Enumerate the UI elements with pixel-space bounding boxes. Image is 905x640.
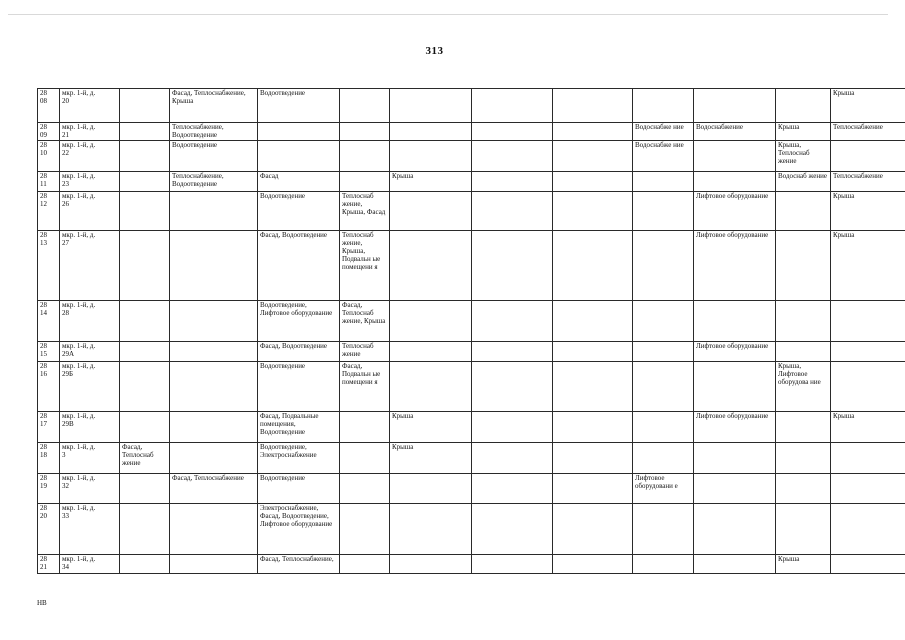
work-type-cell <box>694 504 776 555</box>
work-type-cell <box>120 412 170 443</box>
address-cell: мкр. 1-й, д. 20 <box>60 89 120 123</box>
work-type-cell <box>694 301 776 342</box>
work-type-cell <box>776 443 831 474</box>
work-type-cell <box>170 504 258 555</box>
address-cell: мкр. 1-й, д. 23 <box>60 172 120 192</box>
work-type-cell <box>633 89 694 123</box>
work-type-cell <box>776 231 831 301</box>
work-type-cell <box>831 474 905 504</box>
work-type-cell <box>120 555 170 574</box>
row-number-cell: 28 15 <box>38 342 60 362</box>
work-type-cell <box>472 192 553 231</box>
work-type-cell <box>553 301 633 342</box>
work-type-cell <box>694 141 776 172</box>
work-type-cell <box>390 555 472 574</box>
work-type-cell <box>472 362 553 412</box>
work-type-cell <box>390 231 472 301</box>
work-type-cell: Крыша <box>831 231 905 301</box>
work-type-cell <box>776 412 831 443</box>
work-type-cell <box>472 141 553 172</box>
housing-repair-table <box>37 88 905 574</box>
work-type-cell <box>553 342 633 362</box>
work-type-cell <box>120 362 170 412</box>
work-type-cell <box>340 141 390 172</box>
table-row <box>38 412 905 443</box>
work-type-cell: Фасад, Подвальные помещения, Водоотведение <box>258 412 340 443</box>
work-type-cell: Фасад, Водоотведение <box>258 231 340 301</box>
work-type-cell <box>390 342 472 362</box>
work-type-cell: Теплоснаб жение, Крыша, Фасад <box>340 192 390 231</box>
work-type-cell: Фасад, Теплоснабжение, Крыша <box>170 89 258 123</box>
work-type-cell <box>390 123 472 141</box>
table-row <box>38 504 905 555</box>
work-type-cell <box>553 362 633 412</box>
work-type-cell: Теплоснаб жение, Крыша, Подвальн ые помещени я <box>340 231 390 301</box>
work-type-cell <box>170 412 258 443</box>
work-type-cell <box>633 301 694 342</box>
table-row <box>38 342 905 362</box>
work-type-cell: Теплоснабжение <box>831 123 905 141</box>
work-type-cell <box>390 504 472 555</box>
work-type-cell: Фасад, Теплоснаб жение <box>120 443 170 474</box>
work-type-cell <box>170 362 258 412</box>
work-type-cell <box>776 192 831 231</box>
work-type-cell <box>831 141 905 172</box>
work-type-cell <box>831 504 905 555</box>
work-type-cell <box>472 504 553 555</box>
table-row <box>38 192 905 231</box>
work-type-cell <box>694 172 776 192</box>
work-type-cell: Водоотведение <box>258 89 340 123</box>
work-type-cell <box>340 412 390 443</box>
work-type-cell <box>633 192 694 231</box>
row-number-cell: 28 18 <box>38 443 60 474</box>
table-row <box>38 231 905 301</box>
work-type-cell <box>694 443 776 474</box>
work-type-cell: Электроснабжение, Фасад, Водоотведение, Лифтовое оборудование <box>258 504 340 555</box>
work-type-cell <box>170 192 258 231</box>
work-type-cell: Крыша <box>390 412 472 443</box>
address-cell: мкр. 1-й, д. 27 <box>60 231 120 301</box>
work-type-cell: Теплоснабжение <box>831 172 905 192</box>
row-number-cell: 28 21 <box>38 555 60 574</box>
work-type-cell <box>633 412 694 443</box>
scan-edge-noise <box>8 14 888 15</box>
work-type-cell: Водоснабже ние <box>633 123 694 141</box>
work-type-cell <box>694 89 776 123</box>
work-type-cell <box>553 231 633 301</box>
work-type-cell: Теплоснабжение, Водоотведение <box>170 172 258 192</box>
work-type-cell <box>340 172 390 192</box>
work-type-cell <box>694 555 776 574</box>
table-row <box>38 301 905 342</box>
work-type-cell <box>831 443 905 474</box>
work-type-cell <box>390 474 472 504</box>
work-type-cell <box>340 555 390 574</box>
work-type-cell: Крыша <box>776 555 831 574</box>
work-type-cell: Лифтовое оборудование <box>694 412 776 443</box>
work-type-cell: Водоотведение, Лифтовое оборудование <box>258 301 340 342</box>
work-type-cell: Теплоснабжение, Водоотведение <box>170 123 258 141</box>
work-type-cell <box>170 342 258 362</box>
work-type-cell: Крыша, Лифтовое оборудова ние <box>776 362 831 412</box>
work-type-cell <box>120 231 170 301</box>
table-row <box>38 89 905 123</box>
work-type-cell <box>553 443 633 474</box>
work-type-cell <box>258 141 340 172</box>
table-row <box>38 141 905 172</box>
row-number-cell: 28 14 <box>38 301 60 342</box>
work-type-cell: Крыша <box>831 89 905 123</box>
work-type-cell <box>472 231 553 301</box>
work-type-cell <box>472 474 553 504</box>
work-type-cell <box>120 123 170 141</box>
work-type-cell: Водоотведение, Электроснабжение <box>258 443 340 474</box>
work-type-cell <box>340 504 390 555</box>
work-type-cell: Крыша, Теплоснаб жение <box>776 141 831 172</box>
work-type-cell <box>390 141 472 172</box>
work-type-cell <box>633 231 694 301</box>
work-type-cell <box>340 443 390 474</box>
work-type-cell: Водоотведение <box>258 474 340 504</box>
work-type-cell <box>390 362 472 412</box>
table-row <box>38 362 905 412</box>
work-type-cell: Теплоснаб жение <box>340 342 390 362</box>
work-type-cell <box>831 301 905 342</box>
row-number-cell: 28 19 <box>38 474 60 504</box>
work-type-cell <box>553 504 633 555</box>
work-type-cell: Крыша <box>776 123 831 141</box>
work-type-cell: Фасад, Теплоснабжение, <box>258 555 340 574</box>
work-type-cell <box>776 301 831 342</box>
work-type-cell <box>170 231 258 301</box>
work-type-cell <box>120 172 170 192</box>
work-type-cell <box>340 89 390 123</box>
work-type-cell <box>553 192 633 231</box>
work-type-cell <box>633 443 694 474</box>
work-type-cell <box>633 342 694 362</box>
address-cell: мкр. 1-й, д. 29А <box>60 342 120 362</box>
address-cell: мкр. 1-й, д. 3 <box>60 443 120 474</box>
work-type-cell: Крыша <box>390 172 472 192</box>
work-type-cell <box>170 301 258 342</box>
work-type-cell: Водоснабжение <box>694 123 776 141</box>
work-type-cell <box>831 342 905 362</box>
work-type-cell: Фасад <box>258 172 340 192</box>
work-type-cell: Водоснабже ние <box>633 141 694 172</box>
work-type-cell <box>258 123 340 141</box>
address-cell: мкр. 1-й, д. 28 <box>60 301 120 342</box>
work-type-cell <box>472 342 553 362</box>
work-type-cell: Фасад, Теплоснабжение <box>170 474 258 504</box>
footer-mark: НВ <box>37 599 47 607</box>
work-type-cell <box>120 474 170 504</box>
work-type-cell <box>340 123 390 141</box>
work-type-cell <box>553 89 633 123</box>
work-type-cell <box>776 504 831 555</box>
work-type-cell <box>390 89 472 123</box>
work-type-cell <box>390 192 472 231</box>
work-type-cell <box>776 89 831 123</box>
work-type-cell <box>553 412 633 443</box>
row-number-cell: 28 09 <box>38 123 60 141</box>
table-row <box>38 443 905 474</box>
row-number-cell: 28 16 <box>38 362 60 412</box>
work-type-cell <box>170 443 258 474</box>
work-type-cell: Водоотведение <box>170 141 258 172</box>
address-cell: мкр. 1-й, д. 33 <box>60 504 120 555</box>
work-type-cell <box>472 301 553 342</box>
work-type-cell <box>776 474 831 504</box>
address-cell: мкр. 1-й, д. 21 <box>60 123 120 141</box>
work-type-cell <box>776 342 831 362</box>
row-number-cell: 28 12 <box>38 192 60 231</box>
work-type-cell: Водоотведение <box>258 192 340 231</box>
work-type-cell: Фасад, Подвальн ые помещени я <box>340 362 390 412</box>
work-type-cell <box>553 555 633 574</box>
work-type-cell <box>694 474 776 504</box>
work-type-cell: Лифтовое оборудовани е <box>633 474 694 504</box>
work-type-cell <box>170 555 258 574</box>
work-type-cell <box>831 555 905 574</box>
work-type-cell: Фасад, Теплоснаб жение, Крыша <box>340 301 390 342</box>
address-cell: мкр. 1-й, д. 29Б <box>60 362 120 412</box>
row-number-cell: 28 10 <box>38 141 60 172</box>
work-type-cell <box>120 342 170 362</box>
table-row <box>38 172 905 192</box>
work-type-cell <box>472 123 553 141</box>
row-number-cell: 28 17 <box>38 412 60 443</box>
address-cell: мкр. 1-й, д. 34 <box>60 555 120 574</box>
table-row <box>38 123 905 141</box>
work-type-cell: Крыша <box>831 192 905 231</box>
work-type-cell <box>831 362 905 412</box>
work-type-cell <box>390 301 472 342</box>
table-row <box>38 555 905 574</box>
work-type-cell <box>633 504 694 555</box>
address-cell: мкр. 1-й, д. 26 <box>60 192 120 231</box>
work-type-cell <box>633 172 694 192</box>
work-type-cell <box>553 141 633 172</box>
table-row <box>38 474 905 504</box>
work-type-cell: Фасад, Водоотведение <box>258 342 340 362</box>
row-number-cell: 28 11 <box>38 172 60 192</box>
work-type-cell <box>633 555 694 574</box>
work-type-cell: Лифтовое оборудование <box>694 342 776 362</box>
work-type-cell <box>120 192 170 231</box>
row-number-cell: 28 13 <box>38 231 60 301</box>
row-number-cell: 28 20 <box>38 504 60 555</box>
work-type-cell <box>120 504 170 555</box>
work-type-cell <box>553 474 633 504</box>
work-type-cell: Крыша <box>390 443 472 474</box>
work-type-cell <box>694 362 776 412</box>
work-type-cell <box>553 123 633 141</box>
work-type-cell: Лифтовое оборудование <box>694 231 776 301</box>
work-type-cell <box>120 301 170 342</box>
work-type-cell <box>553 172 633 192</box>
work-type-cell <box>120 89 170 123</box>
row-number-cell: 28 08 <box>38 89 60 123</box>
work-type-cell: Водоснаб жение <box>776 172 831 192</box>
work-type-cell <box>472 172 553 192</box>
work-type-cell <box>472 555 553 574</box>
work-type-cell <box>472 443 553 474</box>
work-type-cell: Водоотведение <box>258 362 340 412</box>
work-type-cell <box>472 412 553 443</box>
work-type-cell <box>120 141 170 172</box>
address-cell: мкр. 1-й, д. 29В <box>60 412 120 443</box>
work-type-cell <box>472 89 553 123</box>
page-number: 313 <box>425 45 444 57</box>
work-type-cell <box>340 474 390 504</box>
address-cell: мкр. 1-й, д. 22 <box>60 141 120 172</box>
work-type-cell <box>633 362 694 412</box>
address-cell: мкр. 1-й, д. 32 <box>60 474 120 504</box>
work-type-cell: Крыша <box>831 412 905 443</box>
work-type-cell: Лифтовое оборудование <box>694 192 776 231</box>
